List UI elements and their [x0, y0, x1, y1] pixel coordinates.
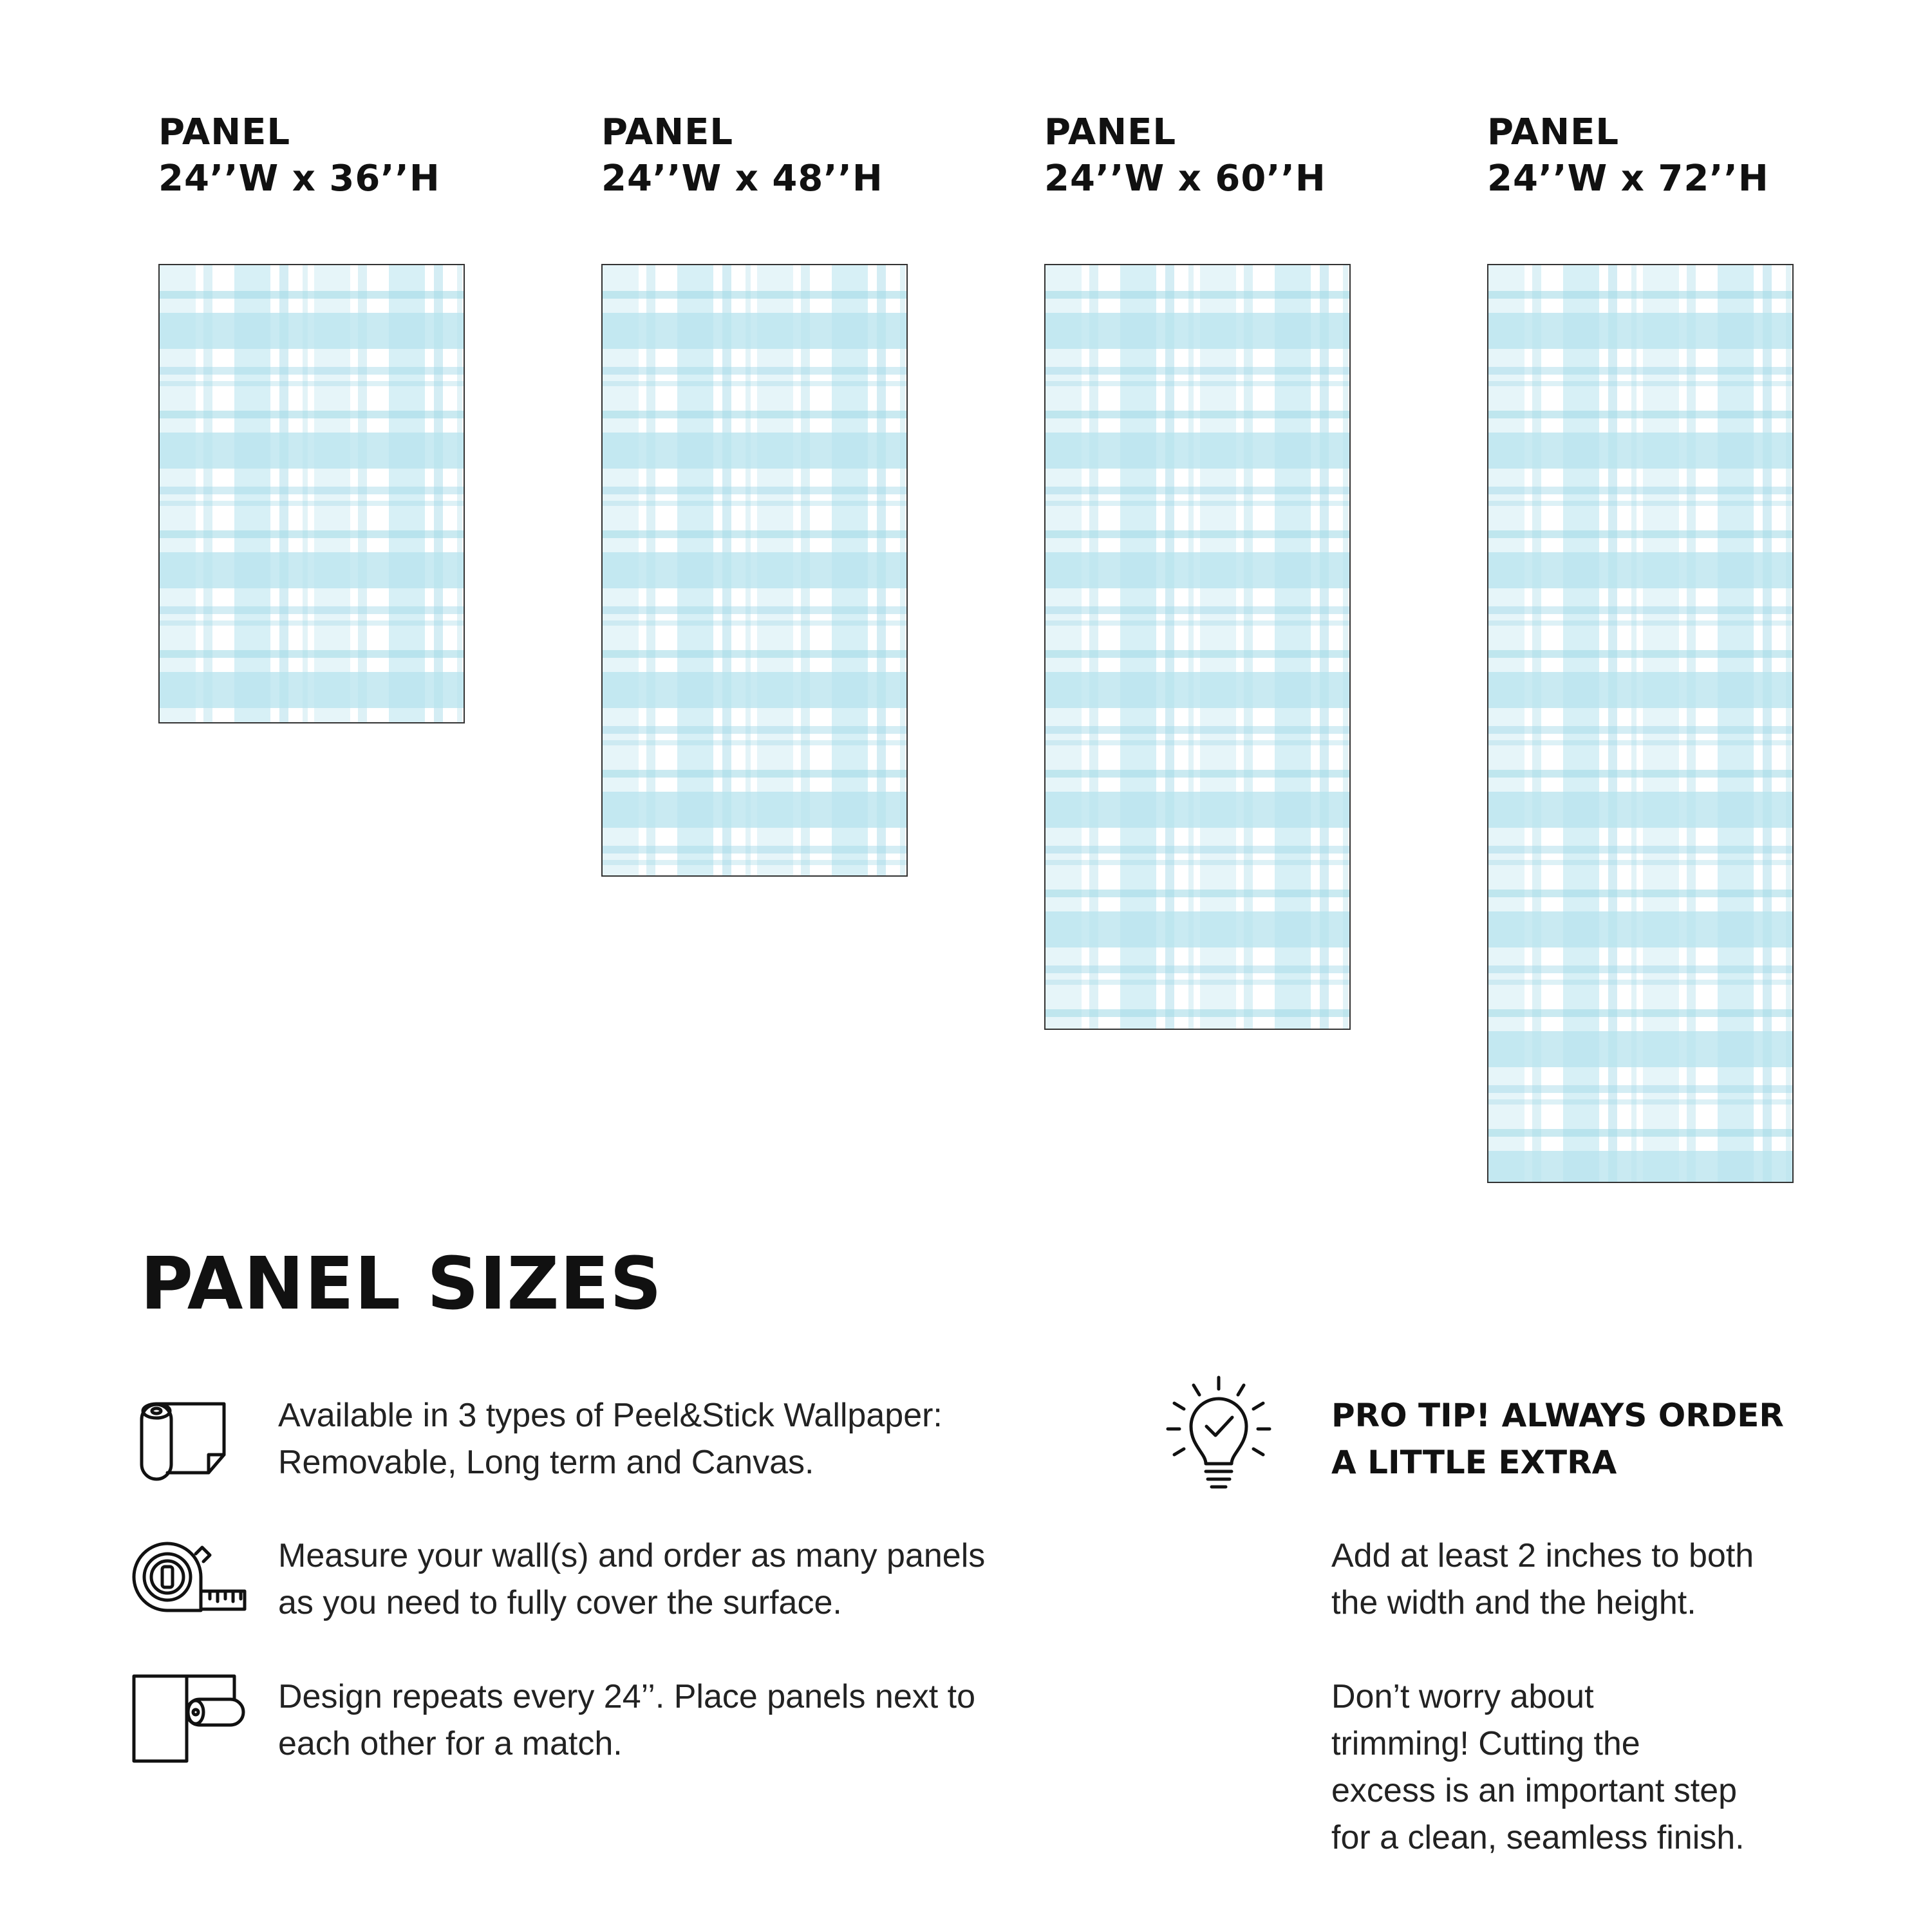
feature-text-repeat [278, 1674, 975, 1768]
pro-tip-title-line: PRO TIP! ALWAYS ORDER [1331, 1397, 1784, 1434]
panel-title: PANEL [601, 111, 734, 153]
plaid-pattern [160, 265, 464, 722]
panel-label-36 [158, 109, 545, 202]
plaid-pattern [1046, 265, 1349, 1029]
panel-label-72 [1487, 109, 1873, 202]
panel-preview-72 [1487, 264, 1794, 1183]
pro-tip-paragraph-trimming [1331, 1674, 1745, 1861]
feature-line: Measure your wall(s) and order as many panels [278, 1537, 986, 1574]
feature-text-measure [278, 1533, 985, 1627]
pro-tip-line: for a clean, seamless finish. [1331, 1819, 1745, 1856]
pro-tip-line: trimming! Cutting the [1331, 1725, 1640, 1762]
feature-line: as you need to fully cover the surface. [278, 1584, 842, 1621]
wallpaper-roll-icon [136, 1395, 227, 1486]
tape-measure-icon [126, 1537, 249, 1621]
pro-tip-line: Add at least 2 inches to both [1331, 1537, 1754, 1574]
panel-label-60 [1044, 109, 1430, 202]
lightbulb-check-icon [1164, 1375, 1273, 1497]
panel-size: 24’’W x 48’’H [601, 158, 883, 200]
feature-text-types [278, 1392, 943, 1486]
pro-tip-line: the width and the height. [1331, 1584, 1696, 1621]
panel-size: 24’’W x 36’’H [158, 158, 440, 200]
panel-size: 24’’W x 60’’H [1044, 158, 1326, 200]
panel-preview-36 [158, 264, 465, 723]
page-title: PANEL SIZES [140, 1242, 662, 1326]
pro-tip-title [1331, 1392, 1784, 1486]
feature-line: Design repeats every 24’’. Place panels next to [278, 1678, 976, 1715]
panel-roll-icon [131, 1674, 247, 1764]
pro-tip-line: excess is an important step [1331, 1772, 1738, 1809]
feature-line: each other for a match. [278, 1725, 623, 1762]
panel-preview-48 [601, 264, 908, 877]
plaid-pattern [603, 265, 906, 875]
panel-title: PANEL [158, 111, 291, 153]
panel-title: PANEL [1487, 111, 1620, 153]
panel-label-48 [601, 109, 988, 202]
feature-line: Available in 3 types of Peel&Stick Wallpaper: [278, 1397, 943, 1434]
panel-preview-60 [1044, 264, 1351, 1030]
panel-title: PANEL [1044, 111, 1177, 153]
pro-tip-paragraph-extra [1331, 1533, 1754, 1627]
plaid-pattern [1488, 265, 1792, 1182]
pro-tip-line: Don’t worry about [1331, 1678, 1594, 1715]
panel-size: 24’’W x 72’’H [1487, 158, 1769, 200]
pro-tip-title-line: A LITTLE EXTRA [1331, 1444, 1617, 1481]
feature-line: Removable, Long term and Canvas. [278, 1444, 814, 1481]
